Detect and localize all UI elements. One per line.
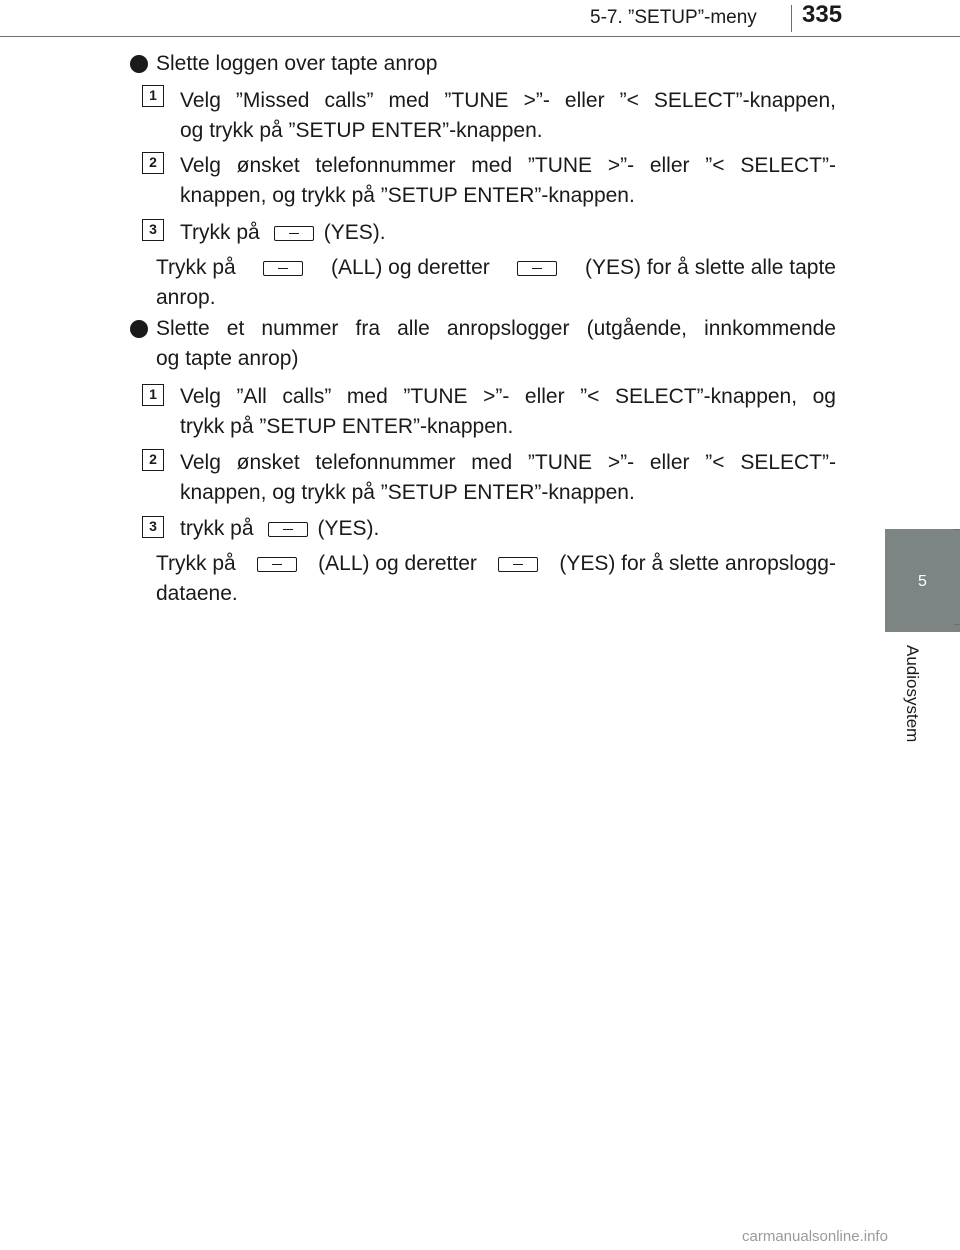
step-text: knappen, og trykk på ”SETUP ENTER”-knappen. [180, 481, 635, 504]
step-text: Velg ”All calls” med ”TUNE >”- eller ”< SELECT”-knappen, og [180, 385, 836, 408]
step-text [180, 515, 379, 543]
tab-tick-bottom [954, 624, 960, 625]
note-text: anrop. [156, 286, 216, 309]
minus-button-icon [274, 226, 314, 241]
step-text-part: trykk på [180, 517, 254, 540]
step-number: 1 [142, 384, 164, 406]
note-text-part: Trykk på [156, 256, 236, 279]
bullet-heading: Slette et nummer fra alle anropslogger (utgående, innkommende [156, 317, 836, 340]
note-text-part: (YES) for å slette alle tapte [585, 256, 836, 279]
step-number: 2 [142, 152, 164, 174]
note-line [156, 254, 836, 282]
minus-button-icon [257, 557, 297, 572]
bullet-heading: og tapte anrop) [156, 347, 299, 370]
step-text: og trykk på ”SETUP ENTER”-knappen. [180, 119, 543, 142]
step-text: knappen, og trykk på ”SETUP ENTER”-knappen. [180, 184, 635, 207]
watermark: carmanualsonline.info [742, 1228, 888, 1245]
step-text-part: (YES). [323, 221, 386, 244]
header-rule [0, 36, 960, 37]
step-text: Velg ønsket telefonnummer med ”TUNE >”- eller ”< SELECT”- [180, 154, 836, 177]
chapter-tab [885, 529, 960, 632]
section-title: 5-7. ”SETUP”-meny [590, 7, 757, 28]
chapter-number: 5 [918, 573, 927, 590]
step-text: Velg ønsket telefonnummer med ”TUNE >”- eller ”< SELECT”- [180, 451, 836, 474]
minus-button-icon [268, 522, 308, 537]
bullet-icon [130, 320, 148, 338]
step-number: 2 [142, 449, 164, 471]
step-number: 3 [142, 219, 164, 241]
note-text: dataene. [156, 582, 238, 605]
step-text: trykk på ”SETUP ENTER”-knappen. [180, 415, 514, 438]
step-text-part: (YES). [317, 517, 380, 540]
step-text: Velg ”Missed calls” med ”TUNE >”- eller ”< SELECT”-knappen, [180, 89, 836, 112]
page-number: 335 [802, 1, 843, 28]
minus-button-icon [498, 557, 538, 572]
step-text [180, 219, 386, 247]
note-text-part: (ALL) og deretter [318, 552, 477, 575]
step-number: 3 [142, 516, 164, 538]
note-text-part: (ALL) og deretter [330, 256, 490, 279]
note-text-part: (YES) for å slette anropslogg- [559, 552, 836, 575]
header-divider [791, 5, 792, 32]
note-line [156, 550, 836, 578]
chapter-label: Audiosystem [903, 645, 922, 743]
minus-button-icon [517, 261, 557, 276]
bullet-icon [130, 55, 148, 73]
step-text-part: Trykk på [180, 221, 260, 244]
step-number: 1 [142, 85, 164, 107]
minus-button-icon [263, 261, 303, 276]
note-text-part: Trykk på [156, 552, 236, 575]
tab-tick-top [954, 529, 960, 530]
bullet-heading: Slette loggen over tapte anrop [156, 52, 438, 75]
